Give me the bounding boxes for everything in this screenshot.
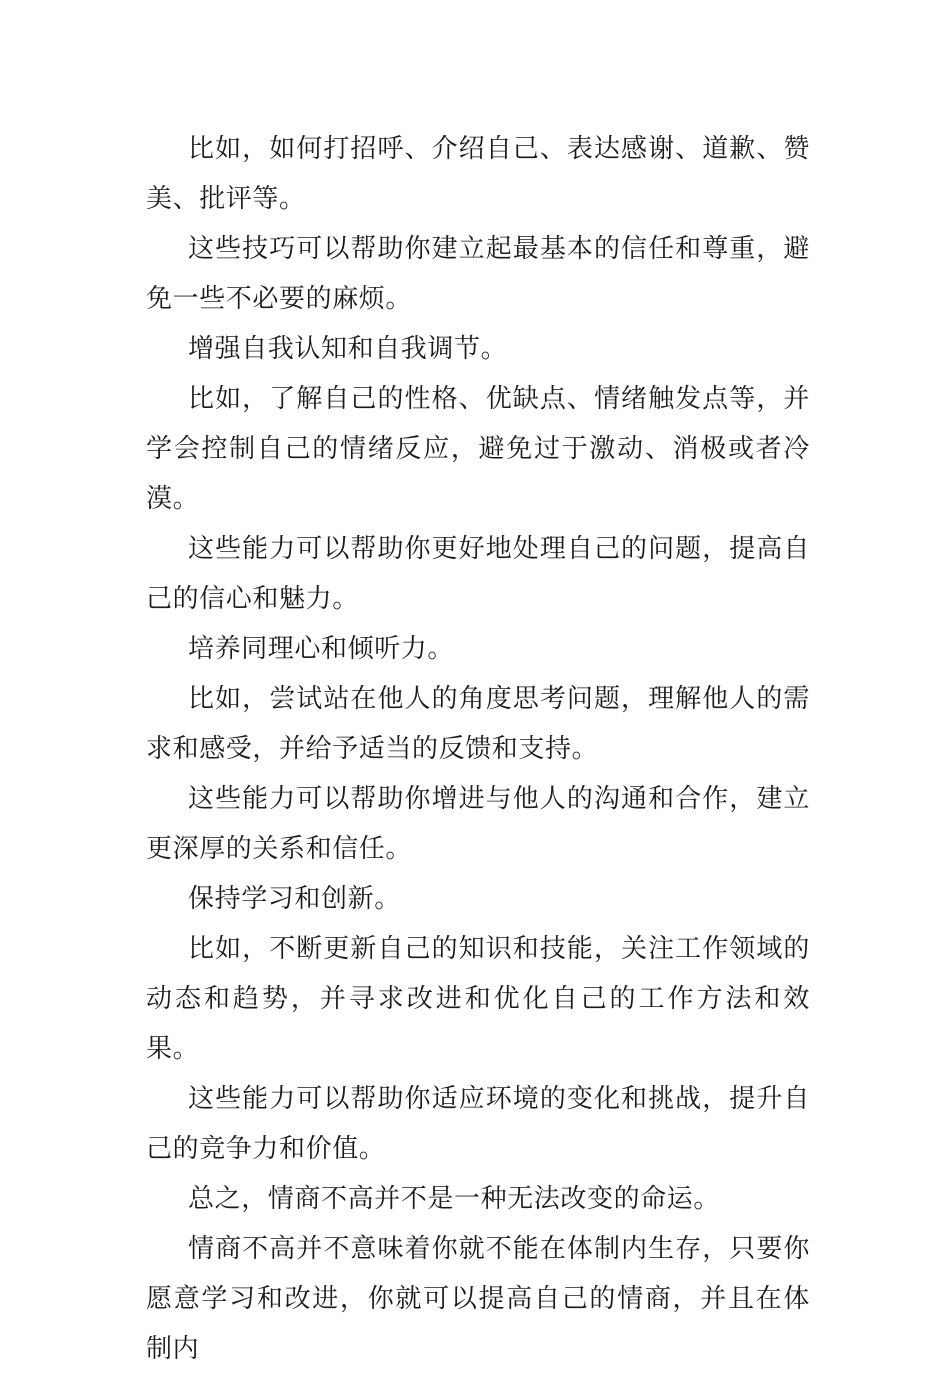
paragraph-12: 总之，情商不高并不是一种无法改变的命运。 (188, 1184, 721, 1214)
paragraph-4: 比如，了解自己的性格、优缺点、情绪触发点等，并学会控制自己的情绪反应，避免过于激动、消极或者冷漠。 (146, 384, 810, 514)
paragraph-2: 这些技巧可以帮助你建立起最基本的信任和尊重，避免一些不必要的麻烦。 (146, 234, 810, 314)
paragraph-11: 这些能力可以帮助你适应环境的变化和挑战，提升自己的竞争力和价值。 (146, 1084, 810, 1164)
document-body (146, 124, 810, 1374)
paragraph-6: 培养同理心和倾听力。 (188, 634, 455, 664)
paragraph-8: 这些能力可以帮助你增进与他人的沟通和合作，建立更深厚的关系和信任。 (146, 784, 810, 864)
paragraph-13: 情商不高并不意味着你就不能在体制内生存，只要你愿意学习和改进，你就可以提高自己的情商，并且在体制内 (146, 1234, 810, 1364)
paragraph-3: 增强自我认知和自我调节。 (188, 334, 508, 364)
paragraph-1: 比如，如何打招呼、介绍自己、表达感谢、道歉、赞美、批评等。 (146, 134, 810, 214)
paragraph-5: 这些能力可以帮助你更好地处理自己的问题，提高自己的信心和魅力。 (146, 534, 810, 614)
paragraph-9: 保持学习和创新。 (188, 884, 401, 914)
paragraph-7: 比如，尝试站在他人的角度思考问题，理解他人的需求和感受，并给予适当的反馈和支持。 (146, 684, 810, 764)
paragraph-10: 比如，不断更新自己的知识和技能，关注工作领域的动态和趋势，并寻求改进和优化自己的工作方法和效果。 (146, 934, 810, 1064)
